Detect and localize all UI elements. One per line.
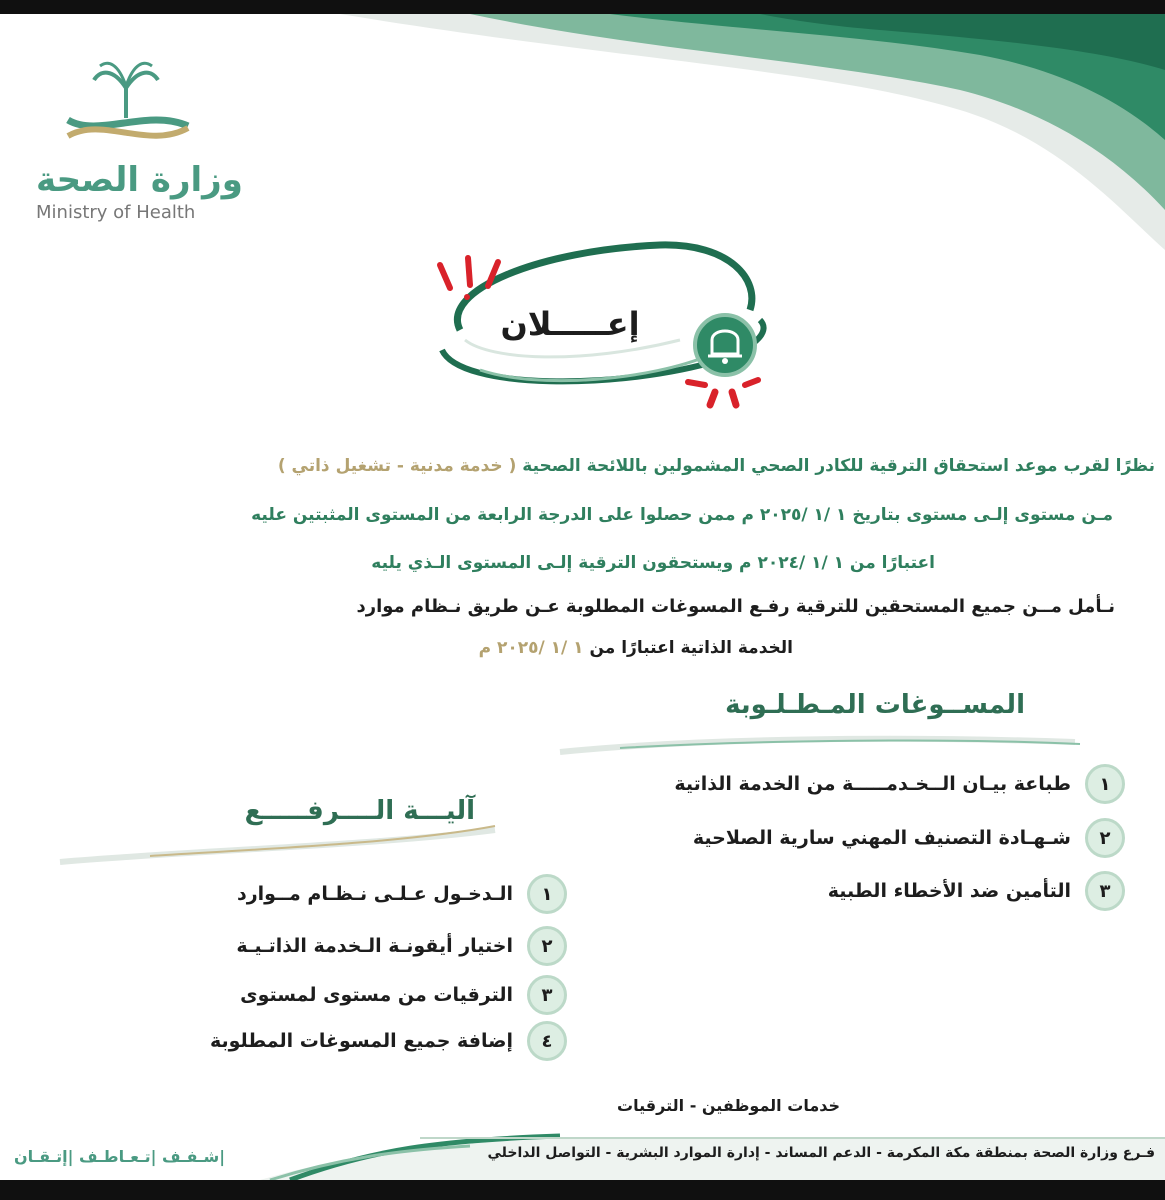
requirement-text: طباعة بيـان الــخـدمـــــة من الخدمة الذاتية [674, 773, 1071, 795]
body-line-4: نـأمل مــن جميع المستحقين للترقية رفـع المسوغات المطلوبة عـن طريق نـظام موارد [356, 596, 1115, 617]
top-frame-bar [0, 0, 1165, 14]
mechanism-text: اختيار أيقونـة الـخدمة الذاتـيـة [236, 935, 513, 957]
requirements-title: المســوغات المـطـلـوبة [725, 690, 1025, 720]
bottom-frame-bar [0, 1180, 1165, 1200]
body-line-1-main: نظرًا لقرب موعد استحقاق الترقية للكادر الصحي المشمولين باللائحة الصحية [522, 456, 1155, 476]
footer-values: |شـفـف |تـعـاطـف |إتـقـان [14, 1147, 226, 1166]
requirement-text: شـهـادة التصنيف المهني سارية الصلاحية [692, 827, 1071, 849]
mechanism-text: إضافة جميع المسوغات المطلوبة [209, 1030, 513, 1052]
mechanism-number: ٤ [527, 1021, 567, 1061]
mechanism-title: آليـــة الــــرفـــــع [244, 796, 475, 826]
mechanism-item [210, 1021, 567, 1061]
body-line-5-main: الخدمة الذاتية اعتبارًا من [589, 638, 793, 658]
announcement-title: إعـــــلان [500, 305, 640, 343]
footer-services: خدمات الموظفين - الترقيات [617, 1096, 840, 1115]
mechanism-item [237, 874, 567, 914]
body-line-1-highlight: ( خدمة مدنية - تشغيل ذاتي ) [277, 456, 517, 476]
logo-arabic-name: وزارة الصحة [36, 160, 243, 200]
body-line-5-highlight: ١ /١ /٢٠٢٥ م [478, 638, 584, 658]
footer-branch: فـرع وزارة الصحة بمنطقة مكة المكرمة - الدعم المساند - إدارة الموارد البشرية - التواصل الداخلي [487, 1145, 1155, 1161]
mechanism-item [236, 926, 567, 966]
mechanism-text: الترقيات من مستوى لمستوى [240, 984, 513, 1006]
mechanism-number: ٣ [527, 975, 567, 1015]
body-line-2: مـن مستوى إلـى مستوى بتاريخ ١ /١ /٢٠٢٥ م ممن حصلوا على الدرجة الرابعة من المستوى المثبتين عليه [251, 505, 1113, 525]
requirement-item [674, 764, 1125, 804]
requirement-number: ٢ [1085, 818, 1125, 858]
requirement-item [693, 818, 1125, 858]
mechanism-text: الـدخـول عـلـى نـظـام مــوارد [236, 883, 513, 905]
mechanism-item [240, 975, 567, 1015]
mechanism-number: ٢ [527, 926, 567, 966]
requirement-item [828, 871, 1125, 911]
requirement-number: ١ [1085, 764, 1125, 804]
logo-english-name: Ministry of Health [36, 202, 196, 223]
body-line-3: اعتبارًا من ١ /١ /٢٠٢٤ م ويستحقون الترقية إلـى المستوى الـذي يليه [371, 553, 935, 573]
mechanism-number: ١ [527, 874, 567, 914]
requirement-text: التأمين ضد الأخطاء الطبية [827, 880, 1071, 902]
requirement-number: ٣ [1085, 871, 1125, 911]
